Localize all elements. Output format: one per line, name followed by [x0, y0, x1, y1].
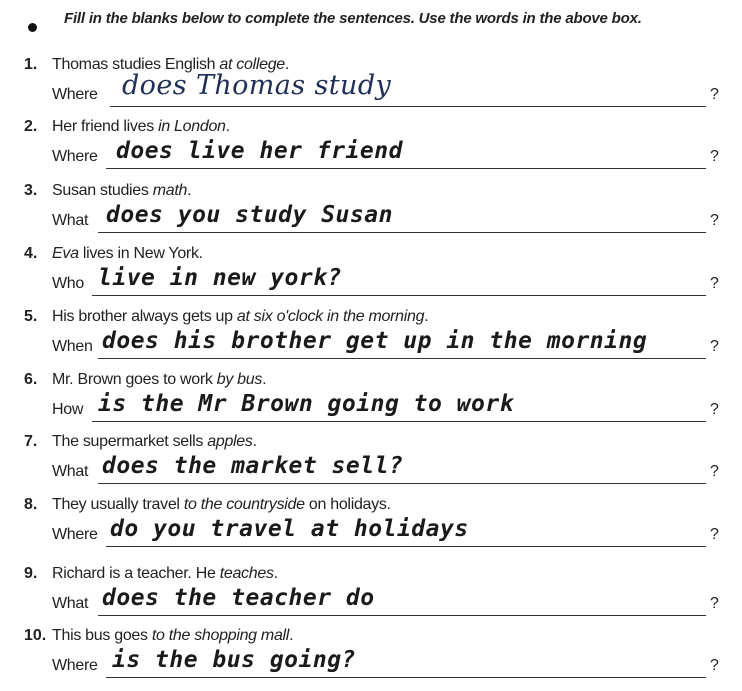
exercise-item	[0, 245, 742, 309]
question-mark: ?	[710, 338, 719, 355]
answer-text[interactable]: does the teacher do	[102, 585, 375, 611]
question-word: What	[52, 595, 89, 612]
sentence-text: Susan studies	[52, 182, 153, 199]
item-sentence	[52, 245, 203, 263]
sentence-end: .	[225, 118, 230, 135]
sentence-text: Richard is a teacher. He	[52, 565, 220, 582]
exercise-item	[0, 308, 742, 372]
sentence-end: lives in New York.	[78, 245, 203, 262]
exercise-item	[0, 182, 742, 246]
answer-text[interactable]: is the bus going?	[112, 647, 356, 673]
sentence-emphasis: to the countryside	[183, 496, 305, 513]
item-sentence	[52, 433, 257, 451]
question-mark: ?	[710, 526, 719, 543]
answer-text[interactable]: do you travel at holidays	[110, 516, 469, 542]
sentence-emphasis: at six o'clock in the morning	[236, 308, 425, 325]
item-sentence	[52, 627, 293, 645]
item-number: 8.	[24, 496, 38, 513]
item-number: 7.	[24, 433, 38, 450]
sentence-emphasis: by bus	[216, 371, 263, 388]
item-number: 2.	[24, 118, 38, 135]
question-word: Where	[52, 148, 98, 165]
exercise-item	[0, 371, 742, 435]
question-mark: ?	[710, 86, 719, 103]
bullet-icon	[28, 23, 37, 32]
answer-text[interactable]: does the market sell?	[102, 453, 404, 479]
sentence-text: They usually travel	[52, 496, 184, 513]
sentence-text: The supermarket sells	[52, 433, 208, 450]
exercise-item	[0, 56, 742, 120]
exercise-item	[0, 627, 742, 691]
item-sentence	[52, 308, 428, 326]
question-word: Where	[52, 526, 98, 543]
question-word: What	[52, 212, 89, 229]
item-number: 10.	[24, 627, 47, 644]
exercise-item	[0, 118, 742, 182]
sentence-text: This bus goes	[52, 627, 152, 644]
answer-line	[98, 483, 706, 484]
answer-line	[92, 295, 706, 296]
sentence-emphasis: in London	[158, 118, 226, 135]
question-mark: ?	[710, 275, 719, 292]
question-mark: ?	[710, 657, 719, 674]
sentence-emphasis: at college	[219, 56, 285, 73]
sentence-end: .	[262, 371, 267, 388]
answer-text[interactable]: does you study Susan	[106, 202, 393, 228]
sentence-text: Mr. Brown goes to work	[52, 371, 217, 388]
answer-text[interactable]: does his brother get up in the morning	[102, 328, 648, 354]
sentence-emphasis: Eva	[52, 245, 79, 262]
question-word: How	[52, 401, 84, 418]
question-word: Where	[52, 657, 98, 674]
item-number: 5.	[24, 308, 38, 325]
exercise-item	[0, 496, 742, 560]
sentence-text: Her friend lives	[52, 118, 159, 135]
exercise-item	[0, 433, 742, 497]
item-number: 4.	[24, 245, 38, 262]
sentence-text: His brother always gets up	[52, 308, 237, 325]
question-mark: ?	[710, 148, 719, 165]
question-mark: ?	[710, 463, 719, 480]
sentence-end: .	[424, 308, 429, 325]
item-sentence	[52, 371, 266, 389]
answer-text[interactable]: does Thomas study	[122, 70, 392, 101]
exercise-item	[0, 565, 742, 629]
sentence-end: .	[252, 433, 257, 450]
answer-line	[92, 421, 706, 422]
question-mark: ?	[710, 401, 719, 418]
question-word: What	[52, 463, 89, 480]
question-word: Who	[52, 275, 84, 292]
sentence-emphasis: math	[152, 182, 188, 199]
item-sentence	[52, 182, 191, 200]
answer-text[interactable]: live in new york?	[98, 265, 342, 291]
sentence-emphasis: to the shopping mall	[151, 627, 290, 644]
item-sentence	[52, 565, 278, 583]
answer-line	[98, 615, 706, 616]
answer-line	[106, 168, 706, 169]
sentence-end: .	[273, 565, 278, 582]
question-mark: ?	[710, 595, 719, 612]
item-number: 9.	[24, 565, 38, 582]
sentence-end: .	[284, 56, 290, 73]
item-sentence	[52, 496, 391, 514]
item-number: 6.	[24, 371, 38, 388]
answer-text[interactable]: is the Mr Brown going to work	[98, 391, 515, 417]
question-word: When	[52, 338, 93, 355]
instruction-text: Fill in the blanks below to complete the sentences. Use the words in the above box.	[64, 10, 642, 27]
answer-line	[106, 546, 706, 547]
answer-text[interactable]: does live her friend	[116, 138, 403, 164]
answer-line	[106, 677, 706, 678]
question-mark: ?	[710, 212, 719, 229]
sentence-text: Thomas studies English	[52, 56, 220, 73]
item-sentence	[52, 118, 230, 136]
sentence-end: on holidays.	[304, 496, 391, 513]
answer-line	[98, 232, 706, 233]
sentence-end: .	[289, 627, 294, 644]
sentence-emphasis: apples	[207, 433, 253, 450]
question-word: Where	[52, 86, 98, 103]
item-number: 1.	[24, 56, 38, 73]
answer-line	[110, 106, 706, 107]
answer-line	[98, 358, 706, 359]
sentence-end: .	[187, 182, 192, 199]
sentence-emphasis: teaches	[219, 565, 274, 582]
item-number: 3.	[24, 182, 38, 199]
